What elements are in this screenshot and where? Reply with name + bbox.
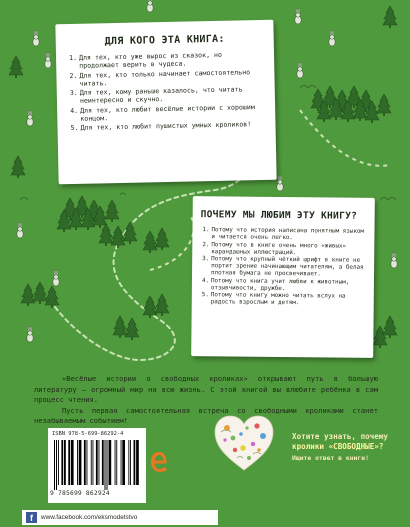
barcode-bar bbox=[87, 440, 88, 485]
barcode-digits: 9 785699 862924 bbox=[50, 490, 110, 497]
barcode-bar bbox=[79, 440, 82, 485]
list-text: Для тех, кто уже вырос из сказок, но продолжает верить в чудеса. bbox=[78, 50, 223, 71]
promo-line-2: кролики «СВОБОДНЫЕ»? bbox=[292, 442, 384, 451]
list-text: Для тех, кому раньше казалось, что читать неинтересно и скучно. bbox=[79, 85, 243, 106]
barcode-bar bbox=[54, 440, 55, 490]
list-number: 1. bbox=[202, 227, 210, 234]
intro-paragraph: Пусть первая самостоятельная встреча со свободными кроликами станет незабываемым событием! bbox=[34, 405, 378, 425]
social-url[interactable]: www.facebook.com/eksmodetstvo bbox=[41, 514, 138, 521]
barcode-bar bbox=[91, 440, 92, 485]
heart-emblem bbox=[213, 414, 275, 472]
list-item bbox=[202, 227, 366, 243]
why-card bbox=[191, 196, 375, 358]
promo-line-1: Хотите узнать, почему bbox=[292, 432, 389, 441]
barcode-bar bbox=[61, 440, 63, 485]
barcode-bar bbox=[128, 440, 129, 485]
barcode-bar bbox=[96, 440, 98, 485]
barcode-bar bbox=[56, 440, 57, 490]
list-number: 4. bbox=[201, 277, 210, 285]
barcode-bar bbox=[134, 440, 136, 485]
social-bar[interactable] bbox=[22, 510, 218, 525]
facebook-icon: f bbox=[26, 512, 37, 523]
who-card-title: ДЛЯ КОГО ЭТА КНИГА: bbox=[104, 33, 225, 48]
intro-paragraph: «Весёлые истории о свободных кроликах» открывают путь в большую литературу – огромный мир на всю жизнь. С этой книгой вы влюбите ребёнка в сам процесс чтения. bbox=[34, 374, 378, 404]
barcode-bar bbox=[99, 440, 100, 485]
barcode-bar bbox=[109, 440, 112, 485]
list-text: Для тех, кто только начинает самостоятельно читать. bbox=[79, 67, 251, 88]
list-text: Потому что книгу можно читать вслух на радость взрослым и детям. bbox=[210, 292, 346, 307]
barcode-bar bbox=[68, 440, 70, 485]
barcode-bar bbox=[122, 440, 125, 485]
publisher-logo bbox=[150, 451, 168, 473]
barcode-block bbox=[48, 428, 146, 503]
barcode-bar bbox=[107, 440, 108, 490]
list-number: 4. bbox=[70, 106, 79, 115]
list-text: Для тех, кто любит пушистых умных кроликов! bbox=[80, 120, 252, 133]
list-number: 3. bbox=[69, 89, 78, 98]
barcode-bar bbox=[93, 440, 94, 485]
list-item bbox=[202, 293, 366, 309]
list-text: Потому что книга учит любви к животным, отзывчивости, дружбе. bbox=[210, 278, 350, 292]
isbn-number: ISBN 978-5-699-86292-4 bbox=[52, 431, 124, 437]
barcode-bar bbox=[71, 440, 74, 485]
barcode-bar bbox=[136, 440, 139, 485]
barcode bbox=[52, 440, 142, 490]
list-item bbox=[202, 256, 366, 279]
intro-text bbox=[34, 374, 378, 427]
barcode-bar bbox=[121, 440, 122, 485]
list-text: Для тех, кто любит весёлые истории с хорошим концом. bbox=[80, 102, 255, 123]
list-text: Потому что крупный чёткий шрифт в книге не портит зрение начинающим читателям, а белая плотная бумага не просвечивает. bbox=[211, 256, 364, 278]
why-list bbox=[192, 227, 375, 308]
who-card bbox=[55, 20, 276, 185]
list-number: 2. bbox=[69, 71, 78, 80]
barcode-bar bbox=[64, 440, 66, 485]
list-number: 5. bbox=[70, 124, 79, 133]
list-number: 3. bbox=[202, 256, 210, 263]
barcode-bar bbox=[130, 440, 131, 485]
barcode-bar bbox=[116, 440, 117, 485]
promo-line-3: Ищите ответ в книге! bbox=[292, 454, 369, 462]
list-number: 2. bbox=[202, 241, 210, 248]
promo-text bbox=[292, 432, 407, 464]
who-list bbox=[56, 50, 276, 133]
list-number: 5. bbox=[201, 292, 209, 299]
list-text: Потому что в книге очень много «живых» карандашных иллюстраций. bbox=[211, 241, 347, 256]
barcode-bar bbox=[102, 440, 104, 485]
list-text: Потому что история написана понятным языком и читается очень легко. bbox=[211, 227, 365, 242]
barcode-bar bbox=[115, 440, 116, 485]
list-number: 1. bbox=[68, 53, 78, 63]
barcode-bar bbox=[58, 440, 59, 485]
barcode-bar bbox=[105, 440, 106, 490]
barcode-bar bbox=[84, 440, 86, 485]
list-item bbox=[202, 242, 366, 258]
why-card-title: ПОЧЕМУ МЫ ЛЮБИМ ЭТУ КНИГУ? bbox=[200, 209, 358, 222]
barcode-bar bbox=[77, 440, 78, 485]
list-item bbox=[202, 278, 366, 294]
